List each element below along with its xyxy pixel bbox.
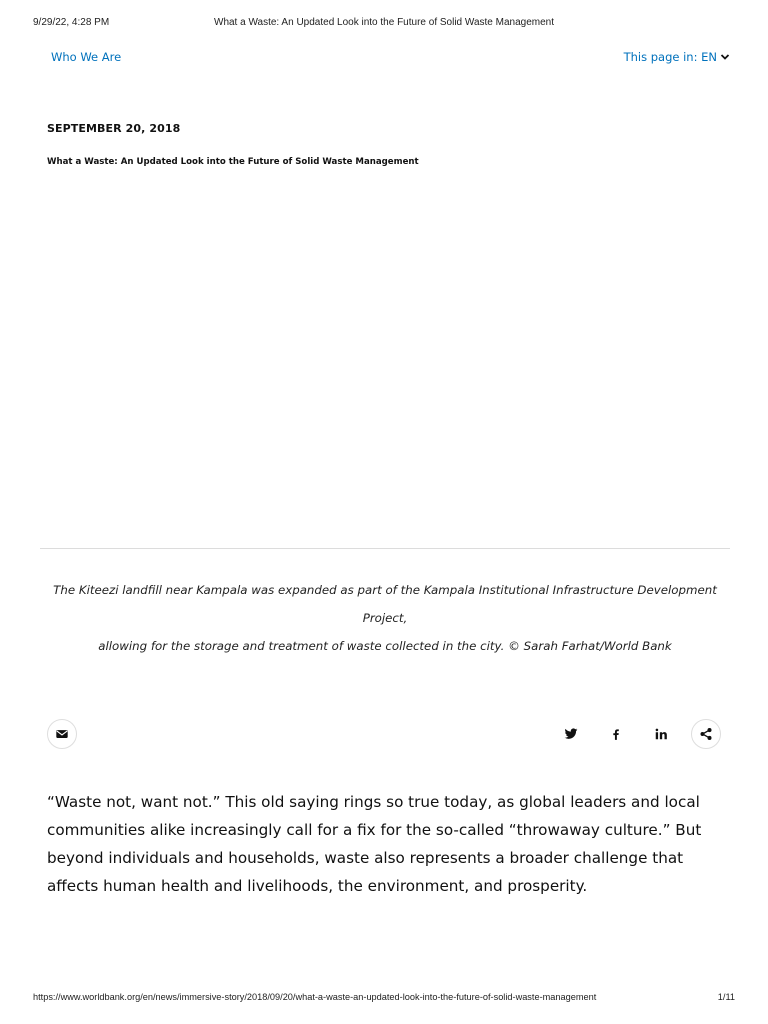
print-footer (0, 992, 768, 1006)
print-page-title: What a Waste: An Updated Look into the Future of Solid Waste Management (214, 17, 554, 28)
language-selector-label: This page in: EN (623, 50, 717, 64)
twitter-share-button[interactable] (556, 719, 586, 749)
print-header (0, 17, 768, 31)
intro-paragraph: “Waste not, want not.” This old saying rings so true today, as global leaders and local communities alike increasingly call for a fix for the so-called “throwaway culture.” But beyond individuals and households, waste also represents a broader challenge that affects human health and livelihoods, the environment, and prosperity. (47, 793, 702, 895)
story-title: What a Waste: An Updated Look into the Future of Solid Waste Management (47, 157, 419, 167)
linkedin-icon (654, 727, 668, 741)
print-url: https://www.worldbank.org/en/news/immersive-story/2018/09/20/what-a-waste-an-updated-look-into-the-future-of-solid-waste-management (33, 992, 597, 1002)
story-date: SEPTEMBER 20, 2018 (47, 122, 181, 135)
language-selector[interactable] (624, 50, 730, 64)
facebook-icon (609, 727, 623, 741)
hero-media-area (40, 180, 730, 549)
share-more-button[interactable] (691, 719, 721, 749)
facebook-share-button[interactable] (601, 719, 631, 749)
print-datetime: 9/29/22, 4:28 PM (33, 17, 110, 28)
photo-caption (40, 576, 730, 660)
twitter-icon (564, 727, 578, 741)
share-icon (699, 727, 713, 741)
who-we-are-link[interactable]: Who We Are (51, 50, 122, 64)
chevron-down-icon (720, 52, 730, 62)
envelope-icon (55, 727, 69, 741)
print-page-number: 1/11 (717, 992, 735, 1002)
email-share-button[interactable] (47, 719, 77, 749)
caption-line: allowing for the storage and treatment of waste collected in the city. © Sarah Farhat/World Bank (98, 639, 672, 653)
linkedin-share-button[interactable] (646, 719, 676, 749)
caption-line: The Kiteezi landfill near Kampala was expanded as part of the Kampala Institutional Infrastructure Development Project, (53, 583, 717, 625)
